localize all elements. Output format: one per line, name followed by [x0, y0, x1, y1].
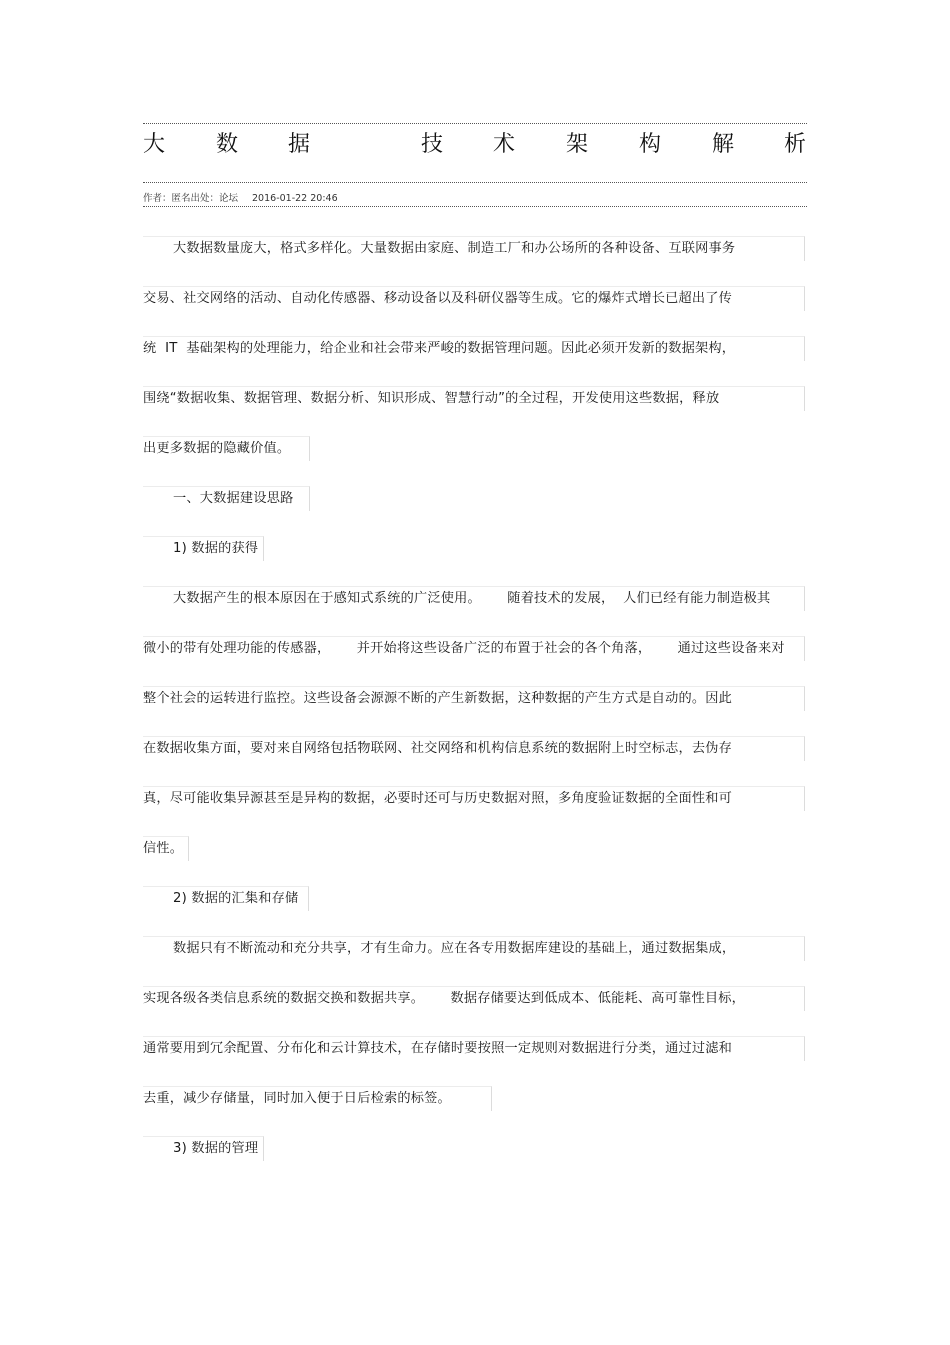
subsection-heading: 1) 数据的获得	[173, 541, 259, 556]
paragraph-line: 去重，减少存储量，同时加入便于日后检索的标签。	[143, 1091, 451, 1106]
paragraph-line: 交易、社交网络的活动、自动化传感器、移动设备以及科研仪器等生成。它的爆炸式增长已超出了传	[143, 291, 733, 306]
paragraph-line: 统 IT 基础架构的处理能力，给企业和社会带来严峻的数据管理问题。因此必须开发新的数据架构，	[143, 341, 736, 356]
title-char: 大	[143, 132, 166, 157]
paragraph-line: 信性。	[143, 841, 184, 856]
paragraph-line: 通常要用到冗余配置、分布化和云计算技术，在存储时要按照一定规则对数据进行分类，通过过滤和	[143, 1041, 733, 1056]
title-char: 据	[288, 132, 311, 157]
title-char: 术	[493, 132, 516, 157]
author-source: 作者：匿名出处：论坛	[143, 193, 239, 204]
title-char: 架	[566, 132, 589, 157]
paragraph-line: 微小的带有处理功能的传感器， 并开始将这些设备广泛的布置于社会的各个角落， 通过这些设备来对	[143, 641, 785, 656]
meta-bottom-rule	[143, 206, 807, 207]
paragraph-line: 大数据产生的根本原因在于感知式系统的广泛使用。 随着技术的发展， 人们已经有能力制造极其	[173, 591, 771, 606]
paragraph-line: 实现各级各类信息系统的数据交换和数据共享。 数据存储要达到低成本、低能耗、高可靠性目标，	[143, 991, 746, 1006]
paragraph-line: 在数据收集方面，要对来自网络包括物联网、社交网络和机构信息系统的数据附上时空标志，去伪存	[143, 741, 733, 756]
section-heading: 一、大数据建设思路	[173, 491, 294, 506]
paragraph-line: 出更多数据的隐藏价值。	[143, 441, 291, 456]
paragraph-line: 真，尽可能收集异源甚至是异构的数据，必要时还可与历史数据对照，多角度验证数据的全面性和可	[143, 791, 733, 806]
subsection-heading: 3) 数据的管理	[173, 1141, 259, 1156]
subsection-heading: 2) 数据的汇集和存储	[173, 891, 299, 906]
title-char: 析	[784, 132, 807, 157]
paragraph-line: 整个社会的运转进行监控。这些设备会源源不断的产生新数据，这种数据的产生方式是自动的。因此	[143, 691, 733, 706]
article-meta	[143, 190, 338, 204]
paragraph-line: 数据只有不断流动和充分共享，才有生命力。应在各专用数据库建设的基础上，通过数据集成，	[173, 941, 736, 956]
title-bottom-rule	[143, 182, 807, 183]
publish-date: 2016-01-22 20:46	[252, 193, 338, 204]
paragraph-line: 围绕“数据收集、数据管理、数据分析、知识形成、智慧行动”的全过程，开发使用这些数据，释放	[143, 391, 720, 406]
paragraph-line: 大数据数量庞大，格式多样化。大量数据由家庭、制造工厂和办公场所的各种设备、互联网事务	[173, 241, 736, 256]
title-char: 解	[712, 132, 735, 157]
title-char: 数	[216, 132, 239, 157]
title-char: 技	[421, 132, 444, 157]
title-char: 构	[639, 132, 662, 157]
title-top-rule	[143, 123, 807, 124]
